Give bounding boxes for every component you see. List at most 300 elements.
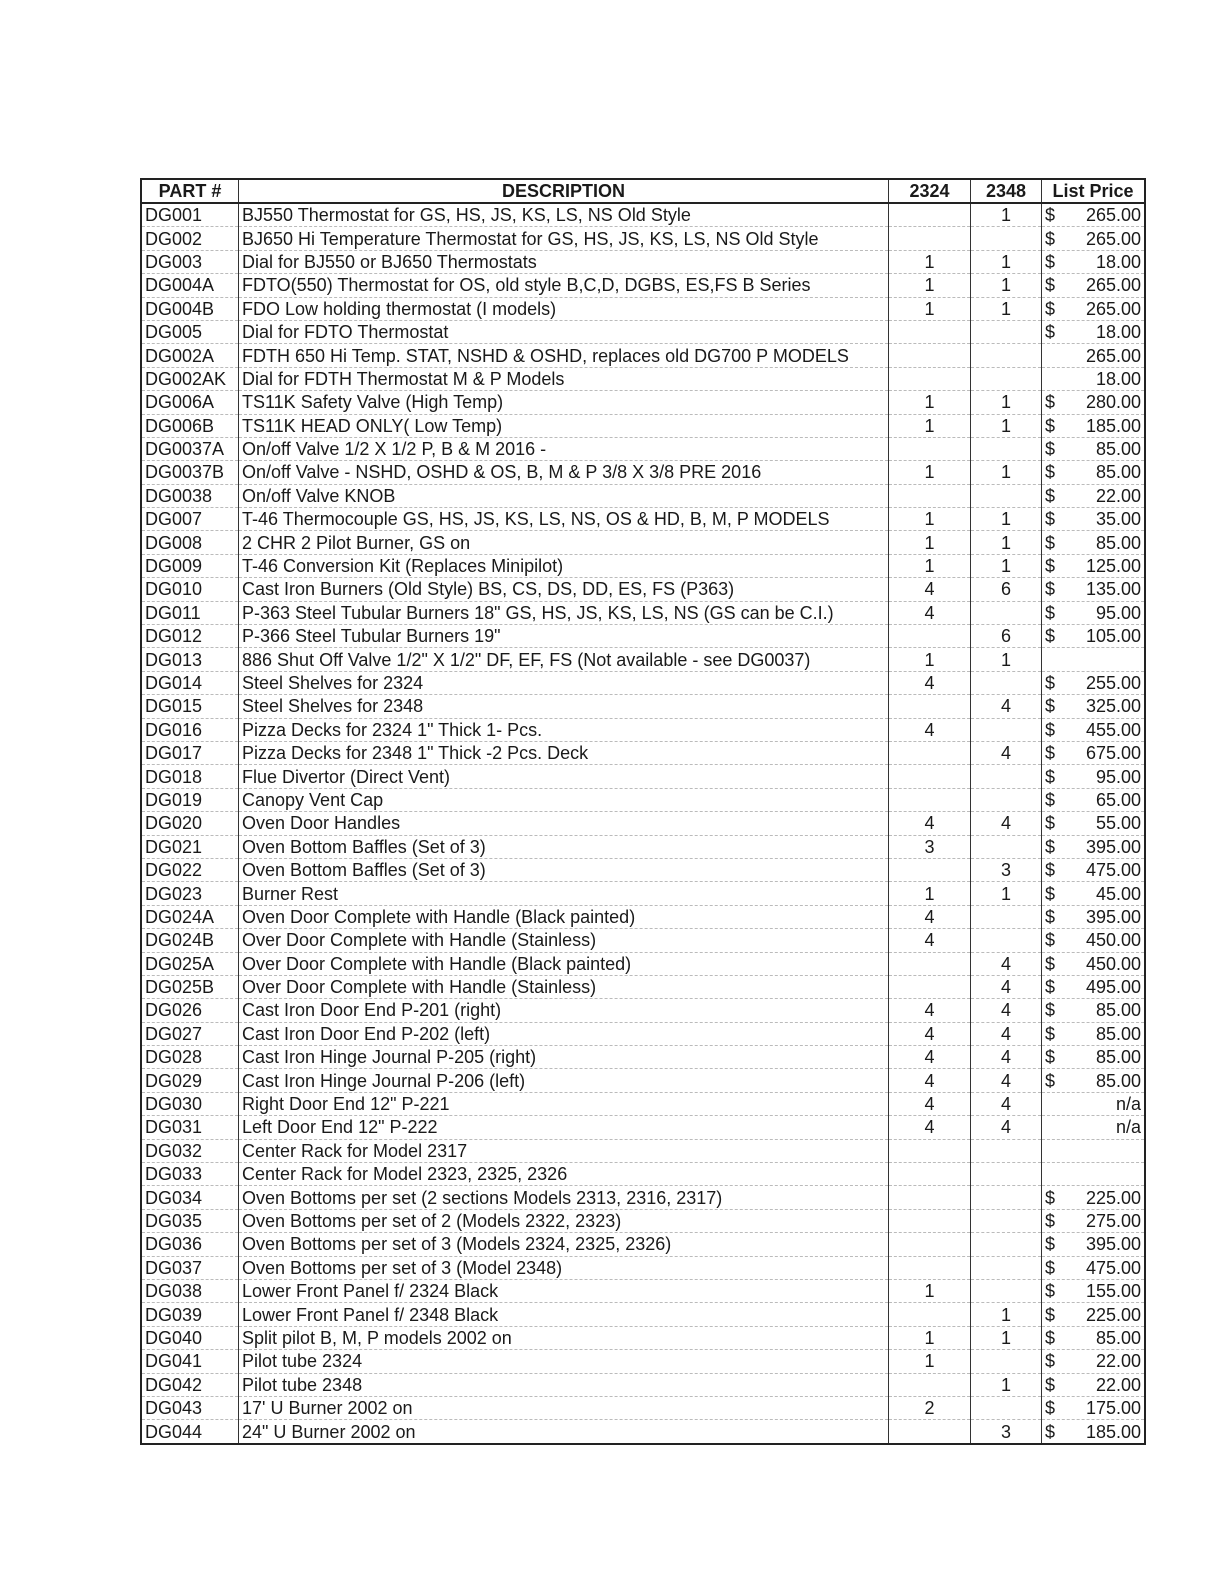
qty-2324-cell: [889, 1233, 971, 1256]
part-number-cell: DG038: [141, 1279, 239, 1302]
price-value: 18.00: [1095, 251, 1141, 272]
description-cell: Right Door End 12" P-221: [239, 1092, 889, 1115]
list-price-cell: [1042, 367, 1146, 390]
table-row: [141, 812, 1145, 835]
currency-symbol: $: [1045, 1047, 1056, 1068]
description-cell: Steel Shelves for 2324: [239, 671, 889, 694]
description-cell: T-46 Conversion Kit (Replaces Minipilot): [239, 554, 889, 577]
currency-symbol: $: [1045, 860, 1056, 881]
currency-symbol: $: [1045, 275, 1056, 296]
price-value: 105.00: [1085, 626, 1141, 647]
list-price-cell: [1042, 1069, 1146, 1092]
list-price-cell: [1042, 905, 1146, 928]
part-number-cell: DG014: [141, 671, 239, 694]
price-value: 85.00: [1095, 439, 1141, 460]
list-price-cell: [1042, 1420, 1146, 1444]
price-value: 185.00: [1085, 1421, 1141, 1442]
part-number-cell: DG035: [141, 1209, 239, 1232]
price-value: 85.00: [1095, 1000, 1141, 1021]
list-price-cell: [1042, 858, 1146, 881]
part-number-cell: DG002A: [141, 344, 239, 367]
part-number-cell: DG027: [141, 1022, 239, 1045]
qty-2348-cell: 4: [971, 1069, 1042, 1092]
currency-symbol: $: [1045, 462, 1056, 483]
qty-2348-cell: 1: [971, 274, 1042, 297]
description-cell: Cast Iron Hinge Journal P-206 (left): [239, 1069, 889, 1092]
qty-2348-cell: 6: [971, 578, 1042, 601]
table-row: [141, 1233, 1145, 1256]
qty-2324-cell: [889, 484, 971, 507]
qty-2324-cell: 1: [889, 554, 971, 577]
description-cell: On/off Valve 1/2 X 1/2 P, B & M 2016 -: [239, 437, 889, 460]
qty-2348-cell: 1: [971, 1303, 1042, 1326]
table-row: [141, 531, 1145, 554]
part-number-cell: DG033: [141, 1163, 239, 1186]
header-list-price: List Price: [1042, 179, 1146, 203]
table-row: [141, 1209, 1145, 1232]
qty-2324-cell: 4: [889, 929, 971, 952]
header-part-number: PART #: [141, 179, 239, 203]
table-row: [141, 1373, 1145, 1396]
price-value: 265.00: [1085, 205, 1141, 226]
description-cell: Oven Bottoms per set of 3 (Models 2324, 2325, 2326): [239, 1233, 889, 1256]
qty-2324-cell: [889, 975, 971, 998]
qty-2324-cell: 4: [889, 718, 971, 741]
part-number-cell: DG034: [141, 1186, 239, 1209]
qty-2324-cell: [889, 625, 971, 648]
table-row: [141, 554, 1145, 577]
currency-symbol: $: [1045, 1351, 1056, 1372]
parts-price-table: [140, 178, 1146, 1445]
qty-2324-cell: 4: [889, 601, 971, 624]
price-value: 450.00: [1085, 930, 1141, 951]
table-row: [141, 391, 1145, 414]
part-number-cell: DG004B: [141, 297, 239, 320]
table-row: [141, 437, 1145, 460]
description-cell: Oven Bottom Baffles (Set of 3): [239, 858, 889, 881]
qty-2348-cell: 4: [971, 999, 1042, 1022]
currency-symbol: $: [1045, 298, 1056, 319]
price-value: 18.00: [1095, 368, 1141, 389]
currency-symbol: $: [1045, 415, 1056, 436]
list-price-cell: [1042, 648, 1146, 671]
table-row: [141, 1326, 1145, 1349]
table-row: [141, 1350, 1145, 1373]
currency-symbol: $: [1045, 1234, 1056, 1255]
qty-2324-cell: [889, 1209, 971, 1232]
table-row: [141, 952, 1145, 975]
table-row: [141, 929, 1145, 952]
qty-2324-cell: 1: [889, 1326, 971, 1349]
currency-symbol: $: [1045, 509, 1056, 530]
currency-symbol: $: [1045, 205, 1056, 226]
qty-2348-cell: 1: [971, 648, 1042, 671]
list-price-cell: [1042, 1350, 1146, 1373]
list-price-cell: [1042, 320, 1146, 343]
list-price-cell: [1042, 508, 1146, 531]
part-number-cell: DG022: [141, 858, 239, 881]
price-value: 65.00: [1095, 789, 1141, 810]
price-value: 185.00: [1085, 415, 1141, 436]
description-cell: On/off Valve - NSHD, OSHD & OS, B, M & P 3/8 X 3/8 PRE 2016: [239, 461, 889, 484]
currency-symbol: $: [1045, 1023, 1056, 1044]
list-price-cell: [1042, 578, 1146, 601]
qty-2324-cell: [889, 765, 971, 788]
price-value: 455.00: [1085, 719, 1141, 740]
table-row: [141, 1303, 1145, 1326]
qty-2348-cell: [971, 344, 1042, 367]
table-row: [141, 695, 1145, 718]
qty-2324-cell: 4: [889, 1022, 971, 1045]
qty-2324-cell: [889, 203, 971, 227]
description-cell: Lower Front Panel f/ 2324 Black: [239, 1279, 889, 1302]
qty-2324-cell: [889, 695, 971, 718]
qty-2324-cell: 4: [889, 1046, 971, 1069]
currency-symbol: $: [1045, 1210, 1056, 1231]
table-row: [141, 835, 1145, 858]
qty-2324-cell: [889, 1139, 971, 1162]
part-number-cell: DG029: [141, 1069, 239, 1092]
part-number-cell: DG041: [141, 1350, 239, 1373]
price-value: 265.00: [1085, 345, 1141, 366]
list-price-cell: [1042, 1022, 1146, 1045]
qty-2324-cell: [889, 227, 971, 250]
qty-2348-cell: 4: [971, 952, 1042, 975]
part-number-cell: DG003: [141, 250, 239, 273]
price-value: 225.00: [1085, 1187, 1141, 1208]
list-price-cell: [1042, 718, 1146, 741]
part-number-cell: DG021: [141, 835, 239, 858]
list-price-cell: [1042, 601, 1146, 624]
price-value: 85.00: [1095, 1047, 1141, 1068]
price-value: n/a: [1115, 1094, 1141, 1115]
table-row: [141, 601, 1145, 624]
description-cell: 2 CHR 2 Pilot Burner, GS on: [239, 531, 889, 554]
table-row: [141, 1116, 1145, 1139]
list-price-cell: [1042, 1233, 1146, 1256]
table-row: [141, 648, 1145, 671]
description-cell: Pilot tube 2348: [239, 1373, 889, 1396]
qty-2348-cell: [971, 1186, 1042, 1209]
qty-2324-cell: 2: [889, 1396, 971, 1419]
list-price-cell: [1042, 461, 1146, 484]
description-cell: Cast Iron Door End P-201 (right): [239, 999, 889, 1022]
table-row: [141, 741, 1145, 764]
part-number-cell: DG015: [141, 695, 239, 718]
list-price-cell: [1042, 414, 1146, 437]
part-number-cell: DG002: [141, 227, 239, 250]
price-value: 85.00: [1095, 1327, 1141, 1348]
qty-2324-cell: 1: [889, 391, 971, 414]
qty-2348-cell: [971, 718, 1042, 741]
part-number-cell: DG026: [141, 999, 239, 1022]
description-cell: Canopy Vent Cap: [239, 788, 889, 811]
qty-2324-cell: [889, 1256, 971, 1279]
table-row: [141, 788, 1145, 811]
description-cell: Pizza Decks for 2324 1" Thick 1- Pcs.: [239, 718, 889, 741]
description-cell: 17' U Burner 2002 on: [239, 1396, 889, 1419]
part-number-cell: DG030: [141, 1092, 239, 1115]
table-header-row: [141, 179, 1145, 203]
qty-2348-cell: [971, 835, 1042, 858]
qty-2348-cell: 1: [971, 203, 1042, 227]
description-cell: Over Door Complete with Handle (Stainless): [239, 929, 889, 952]
description-cell: BJ550 Thermostat for GS, HS, JS, KS, LS, NS Old Style: [239, 203, 889, 227]
currency-symbol: $: [1045, 836, 1056, 857]
part-number-cell: DG019: [141, 788, 239, 811]
qty-2348-cell: 1: [971, 250, 1042, 273]
price-value: 280.00: [1085, 392, 1141, 413]
price-value: 22.00: [1095, 485, 1141, 506]
list-price-cell: [1042, 1303, 1146, 1326]
table-row: [141, 999, 1145, 1022]
currency-symbol: $: [1045, 602, 1056, 623]
description-cell: Flue Divertor (Direct Vent): [239, 765, 889, 788]
table-row: [141, 367, 1145, 390]
qty-2348-cell: [971, 1163, 1042, 1186]
table-row: [141, 882, 1145, 905]
part-number-cell: DG037: [141, 1256, 239, 1279]
qty-2324-cell: 4: [889, 999, 971, 1022]
qty-2324-cell: [889, 788, 971, 811]
qty-2324-cell: 1: [889, 414, 971, 437]
currency-symbol: $: [1045, 883, 1056, 904]
currency-symbol: $: [1045, 766, 1056, 787]
currency-symbol: $: [1045, 1374, 1056, 1395]
part-number-cell: DG025A: [141, 952, 239, 975]
part-number-cell: DG031: [141, 1116, 239, 1139]
qty-2324-cell: 4: [889, 905, 971, 928]
qty-2348-cell: 1: [971, 1326, 1042, 1349]
price-value: 18.00: [1095, 322, 1141, 343]
currency-symbol: $: [1045, 1070, 1056, 1091]
list-price-cell: [1042, 695, 1146, 718]
currency-symbol: $: [1045, 1281, 1056, 1302]
part-number-cell: DG013: [141, 648, 239, 671]
list-price-cell: [1042, 1186, 1146, 1209]
currency-symbol: $: [1045, 439, 1056, 460]
qty-2348-cell: 4: [971, 695, 1042, 718]
list-price-cell: [1042, 1209, 1146, 1232]
qty-2348-cell: 4: [971, 1116, 1042, 1139]
table-row: [141, 1420, 1145, 1444]
price-value: 35.00: [1095, 509, 1141, 530]
part-number-cell: DG009: [141, 554, 239, 577]
price-value: 85.00: [1095, 532, 1141, 553]
qty-2348-cell: [971, 929, 1042, 952]
qty-2324-cell: 1: [889, 508, 971, 531]
part-number-cell: DG023: [141, 882, 239, 905]
table-row: [141, 344, 1145, 367]
list-price-cell: [1042, 554, 1146, 577]
qty-2348-cell: [971, 765, 1042, 788]
description-cell: Left Door End 12" P-222: [239, 1116, 889, 1139]
qty-2324-cell: [889, 1373, 971, 1396]
description-cell: Center Rack for Model 2323, 2325, 2326: [239, 1163, 889, 1186]
table-row: [141, 414, 1145, 437]
description-cell: Dial for BJ550 or BJ650 Thermostats: [239, 250, 889, 273]
table-row: [141, 1186, 1145, 1209]
list-price-cell: [1042, 1092, 1146, 1115]
price-value: 325.00: [1085, 696, 1141, 717]
qty-2348-cell: 1: [971, 391, 1042, 414]
qty-2324-cell: [889, 367, 971, 390]
qty-2348-cell: [971, 905, 1042, 928]
price-value: 95.00: [1095, 766, 1141, 787]
description-cell: Oven Door Handles: [239, 812, 889, 835]
description-cell: Over Door Complete with Handle (Stainless): [239, 975, 889, 998]
qty-2324-cell: [889, 1303, 971, 1326]
qty-2324-cell: 1: [889, 274, 971, 297]
part-number-cell: DG024B: [141, 929, 239, 952]
description-cell: Oven Door Complete with Handle (Black painted): [239, 905, 889, 928]
qty-2324-cell: 4: [889, 1092, 971, 1115]
part-number-cell: DG007: [141, 508, 239, 531]
currency-symbol: $: [1045, 930, 1056, 951]
part-number-cell: DG024A: [141, 905, 239, 928]
table-row: [141, 508, 1145, 531]
table-row: [141, 858, 1145, 881]
currency-symbol: $: [1045, 392, 1056, 413]
part-number-cell: DG040: [141, 1326, 239, 1349]
list-price-cell: [1042, 274, 1146, 297]
qty-2348-cell: [971, 1233, 1042, 1256]
part-number-cell: DG032: [141, 1139, 239, 1162]
part-number-cell: DG012: [141, 625, 239, 648]
qty-2348-cell: 4: [971, 975, 1042, 998]
qty-2348-cell: 4: [971, 1092, 1042, 1115]
part-number-cell: DG017: [141, 741, 239, 764]
list-price-cell: [1042, 1163, 1146, 1186]
description-cell: FDO Low holding thermostat (I models): [239, 297, 889, 320]
description-cell: T-46 Thermocouple GS, HS, JS, KS, LS, NS, OS & HD, B, M, P MODELS: [239, 508, 889, 531]
currency-symbol: $: [1045, 813, 1056, 834]
qty-2324-cell: [889, 1186, 971, 1209]
table-row: [141, 578, 1145, 601]
qty-2348-cell: [971, 1350, 1042, 1373]
qty-2324-cell: 1: [889, 250, 971, 273]
currency-symbol: $: [1045, 696, 1056, 717]
price-value: 265.00: [1085, 298, 1141, 319]
table-row: [141, 671, 1145, 694]
list-price-cell: [1042, 250, 1146, 273]
price-value: 265.00: [1085, 275, 1141, 296]
qty-2324-cell: 1: [889, 1350, 971, 1373]
part-number-cell: DG042: [141, 1373, 239, 1396]
qty-2348-cell: [971, 1256, 1042, 1279]
qty-2348-cell: [971, 484, 1042, 507]
price-value: 495.00: [1085, 977, 1141, 998]
table-row: [141, 250, 1145, 273]
qty-2324-cell: [889, 952, 971, 975]
part-number-cell: DG011: [141, 601, 239, 624]
description-cell: Oven Bottoms per set of 2 (Models 2322, 2323): [239, 1209, 889, 1232]
price-value: 95.00: [1095, 602, 1141, 623]
currency-symbol: $: [1045, 1000, 1056, 1021]
description-cell: Dial for FDTH Thermostat M & P Models: [239, 367, 889, 390]
description-cell: 24" U Burner 2002 on: [239, 1420, 889, 1444]
currency-symbol: $: [1045, 789, 1056, 810]
list-price-cell: [1042, 625, 1146, 648]
qty-2348-cell: 1: [971, 1373, 1042, 1396]
qty-2348-cell: 3: [971, 858, 1042, 881]
description-cell: Lower Front Panel f/ 2348 Black: [239, 1303, 889, 1326]
part-number-cell: DG008: [141, 531, 239, 554]
qty-2348-cell: [971, 320, 1042, 343]
part-number-cell: DG006B: [141, 414, 239, 437]
header-2348: 2348: [971, 179, 1042, 203]
list-price-cell: [1042, 1116, 1146, 1139]
currency-symbol: $: [1045, 906, 1056, 927]
part-number-cell: DG006A: [141, 391, 239, 414]
list-price-cell: [1042, 1326, 1146, 1349]
list-price-cell: [1042, 437, 1146, 460]
description-cell: Oven Bottoms per set of 3 (Model 2348): [239, 1256, 889, 1279]
list-price-cell: [1042, 1279, 1146, 1302]
price-value: 85.00: [1095, 1070, 1141, 1091]
qty-2348-cell: 1: [971, 531, 1042, 554]
list-price-cell: [1042, 765, 1146, 788]
table-row: [141, 625, 1145, 648]
header-2324: 2324: [889, 179, 971, 203]
list-price-cell: [1042, 835, 1146, 858]
list-price-cell: [1042, 203, 1146, 227]
part-number-cell: DG0037A: [141, 437, 239, 460]
qty-2348-cell: 3: [971, 1420, 1042, 1444]
qty-2324-cell: [889, 344, 971, 367]
currency-symbol: $: [1045, 322, 1056, 343]
table-row: [141, 227, 1145, 250]
part-number-cell: DG036: [141, 1233, 239, 1256]
part-number-cell: DG016: [141, 718, 239, 741]
currency-symbol: $: [1045, 626, 1056, 647]
table-row: [141, 1279, 1145, 1302]
description-cell: Oven Bottoms per set (2 sections Models 2313, 2316, 2317): [239, 1186, 889, 1209]
currency-symbol: $: [1045, 1187, 1056, 1208]
list-price-cell: [1042, 484, 1146, 507]
list-price-cell: [1042, 929, 1146, 952]
currency-symbol: $: [1045, 251, 1056, 272]
qty-2348-cell: 1: [971, 554, 1042, 577]
qty-2324-cell: [889, 1420, 971, 1444]
description-cell: Cast Iron Door End P-202 (left): [239, 1022, 889, 1045]
qty-2348-cell: [971, 1209, 1042, 1232]
description-cell: FDTO(550) Thermostat for OS, old style B,C,D, DGBS, ES,FS B Series: [239, 274, 889, 297]
qty-2348-cell: [971, 367, 1042, 390]
part-number-cell: DG018: [141, 765, 239, 788]
description-cell: Cast Iron Hinge Journal P-205 (right): [239, 1046, 889, 1069]
price-value: 175.00: [1085, 1398, 1141, 1419]
list-price-cell: [1042, 952, 1146, 975]
currency-symbol: $: [1045, 485, 1056, 506]
description-cell: Split pilot B, M, P models 2002 on: [239, 1326, 889, 1349]
currency-symbol: $: [1045, 1304, 1056, 1325]
qty-2324-cell: 1: [889, 882, 971, 905]
qty-2324-cell: [889, 1163, 971, 1186]
qty-2348-cell: [971, 1139, 1042, 1162]
table-row: [141, 1163, 1145, 1186]
price-value: 395.00: [1085, 906, 1141, 927]
table-row: [141, 320, 1145, 343]
qty-2348-cell: [971, 1396, 1042, 1419]
qty-2348-cell: [971, 227, 1042, 250]
qty-2324-cell: 4: [889, 578, 971, 601]
description-cell: TS11K Safety Valve (High Temp): [239, 391, 889, 414]
price-value: 125.00: [1085, 556, 1141, 577]
qty-2348-cell: [971, 437, 1042, 460]
description-cell: Pilot tube 2324: [239, 1350, 889, 1373]
qty-2348-cell: 1: [971, 508, 1042, 531]
